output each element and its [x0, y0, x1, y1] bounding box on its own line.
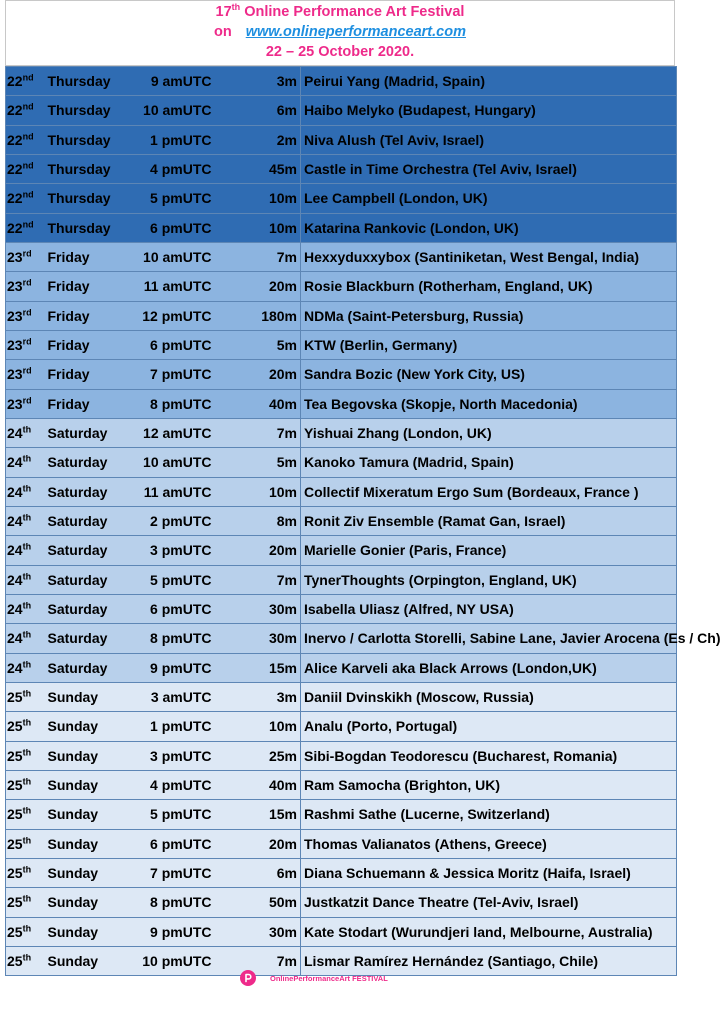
on-label: on	[214, 24, 232, 40]
schedule-row	[6, 917, 677, 946]
day-number: 24	[7, 454, 23, 471]
day-number: 24	[7, 571, 23, 588]
day-suffix: nd	[22, 189, 34, 200]
footer	[240, 968, 388, 988]
weekday-cell: Sunday	[48, 888, 140, 917]
play-p-icon	[240, 970, 256, 986]
weekday-cell: Friday	[48, 360, 140, 389]
day-suffix: rd	[22, 277, 32, 288]
schedule-row	[6, 858, 677, 887]
artist-cell: TynerThoughts (Orpington, England, UK)	[301, 565, 677, 594]
day-number: 22	[7, 161, 23, 178]
day-suffix: nd	[22, 72, 34, 83]
schedule-row	[6, 682, 677, 711]
weekday-cell: Thursday	[48, 125, 140, 154]
weekday-cell: Saturday	[48, 477, 140, 506]
artist-cell: NDMa (Saint-Petersburg, Russia)	[301, 301, 677, 330]
time-cell: 5 pmUTC	[140, 800, 218, 829]
duration-cell: 180m	[260, 301, 301, 330]
spacer-cell	[218, 154, 260, 183]
time-cell: 1 pmUTC	[140, 125, 218, 154]
time-cell: 9 pmUTC	[140, 917, 218, 946]
day-cell	[6, 213, 48, 242]
day-number: 25	[7, 835, 23, 852]
day-suffix: th	[22, 688, 32, 699]
day-cell	[6, 184, 48, 213]
day-number: 23	[7, 307, 23, 324]
day-suffix: th	[22, 776, 32, 787]
schedule-row	[6, 184, 677, 213]
weekday-cell: Thursday	[48, 96, 140, 125]
weekday-cell: Sunday	[48, 712, 140, 741]
spacer-cell	[218, 829, 260, 858]
weekday-cell: Sunday	[48, 741, 140, 770]
spacer-cell	[218, 301, 260, 330]
spacer-cell	[218, 506, 260, 535]
day-suffix: th	[22, 600, 32, 611]
duration-cell: 8m	[260, 506, 301, 535]
artist-cell: Rashmi Sathe (Lucerne, Switzerland)	[301, 800, 677, 829]
schedule-row	[6, 272, 677, 301]
time-cell: 8 pmUTC	[140, 624, 218, 653]
day-number: 22	[7, 190, 23, 207]
artist-cell: Marielle Gonier (Paris, France)	[301, 536, 677, 565]
schedule-row	[6, 800, 677, 829]
day-suffix: th	[22, 512, 32, 523]
day-cell	[6, 946, 48, 975]
schedule-row	[6, 565, 677, 594]
day-number: 24	[7, 659, 23, 676]
duration-cell: 3m	[260, 67, 301, 96]
artist-cell: Ram Samocha (Brighton, UK)	[301, 770, 677, 799]
schedule-row	[6, 888, 677, 917]
schedule-row	[6, 213, 677, 242]
day-number: 23	[7, 366, 23, 383]
weekday-cell: Saturday	[48, 653, 140, 682]
spacer-cell	[218, 653, 260, 682]
weekday-cell: Saturday	[48, 448, 140, 477]
day-suffix: th	[22, 541, 32, 552]
schedule-row	[6, 125, 677, 154]
time-cell: 5 pmUTC	[140, 565, 218, 594]
spacer-cell	[218, 242, 260, 271]
spacer-cell	[218, 741, 260, 770]
day-suffix: nd	[22, 101, 34, 112]
duration-cell: 7m	[260, 242, 301, 271]
time-cell: 4 pmUTC	[140, 154, 218, 183]
artist-cell: Sandra Bozic (New York City, US)	[301, 360, 677, 389]
day-number: 24	[7, 513, 23, 530]
duration-cell: 20m	[260, 360, 301, 389]
day-number: 24	[7, 542, 23, 559]
day-number: 23	[7, 249, 23, 266]
artist-cell: Isabella Uliasz (Alfred, NY USA)	[301, 594, 677, 623]
artist-cell: Haibo Melyko (Budapest, Hungary)	[301, 96, 677, 125]
day-cell	[6, 389, 48, 418]
artist-cell: Katarina Rankovic (London, UK)	[301, 213, 677, 242]
schedule-row	[6, 770, 677, 799]
day-suffix: th	[22, 893, 32, 904]
day-cell	[6, 741, 48, 770]
weekday-cell: Friday	[48, 301, 140, 330]
day-cell	[6, 594, 48, 623]
day-cell	[6, 917, 48, 946]
time-cell: 10 amUTC	[140, 242, 218, 271]
time-cell: 11 amUTC	[140, 272, 218, 301]
spacer-cell	[218, 858, 260, 887]
artist-cell: Kanoko Tamura (Madrid, Spain)	[301, 448, 677, 477]
spacer-cell	[218, 888, 260, 917]
time-cell: 6 pmUTC	[140, 330, 218, 359]
schedule-row	[6, 389, 677, 418]
day-number: 25	[7, 894, 23, 911]
weekday-cell: Saturday	[48, 594, 140, 623]
time-cell: 10 amUTC	[140, 96, 218, 125]
schedule-row	[6, 418, 677, 447]
weekday-cell: Sunday	[48, 829, 140, 858]
time-cell: 8 pmUTC	[140, 389, 218, 418]
duration-cell: 20m	[260, 272, 301, 301]
weekday-cell: Saturday	[48, 418, 140, 447]
website-link[interactable]: www.onlineperformanceart.com	[245, 24, 466, 40]
spacer-cell	[218, 770, 260, 799]
day-number: 25	[7, 865, 23, 882]
time-cell: 1 pmUTC	[140, 712, 218, 741]
day-suffix: nd	[22, 160, 34, 171]
website-line	[6, 22, 674, 42]
day-suffix: nd	[22, 219, 34, 230]
schedule-row	[6, 360, 677, 389]
duration-cell: 10m	[260, 184, 301, 213]
time-cell: 9 amUTC	[140, 67, 218, 96]
day-number: 25	[7, 953, 23, 969]
schedule-row	[6, 96, 677, 125]
time-cell: 12 amUTC	[140, 418, 218, 447]
time-cell: 8 pmUTC	[140, 888, 218, 917]
day-suffix: rd	[22, 336, 32, 347]
duration-cell: 2m	[260, 125, 301, 154]
duration-cell: 45m	[260, 154, 301, 183]
day-suffix: th	[22, 629, 32, 640]
day-number: 24	[7, 601, 23, 618]
day-suffix: th	[22, 424, 32, 435]
day-cell	[6, 330, 48, 359]
artist-cell: Thomas Valianatos (Athens, Greece)	[301, 829, 677, 858]
weekday-cell: Thursday	[48, 67, 140, 96]
festival-dates: 22 – 25 October 2020.	[265, 44, 415, 60]
artist-cell: Diana Schuemann & Jessica Moritz (Haifa, Israel)	[301, 858, 677, 887]
artist-cell: Yishuai Zhang (London, UK)	[301, 418, 677, 447]
duration-cell: 40m	[260, 770, 301, 799]
weekday-cell: Sunday	[48, 682, 140, 711]
time-cell: 3 pmUTC	[140, 741, 218, 770]
duration-cell: 30m	[260, 624, 301, 653]
schedule-row	[6, 242, 677, 271]
spacer-cell	[218, 213, 260, 242]
time-cell: 4 pmUTC	[140, 770, 218, 799]
artist-cell: Niva Alush (Tel Aviv, Israel)	[301, 125, 677, 154]
duration-cell: 6m	[260, 96, 301, 125]
day-number: 24	[7, 425, 23, 442]
duration-cell: 5m	[260, 448, 301, 477]
day-cell	[6, 448, 48, 477]
day-cell	[6, 418, 48, 447]
spacer-cell	[218, 272, 260, 301]
day-suffix: th	[22, 952, 32, 963]
duration-cell: 6m	[260, 858, 301, 887]
day-cell	[6, 770, 48, 799]
day-suffix: th	[22, 805, 32, 816]
day-cell	[6, 360, 48, 389]
time-cell: 5 pmUTC	[140, 184, 218, 213]
day-suffix: th	[22, 747, 32, 758]
day-number: 23	[7, 395, 23, 412]
weekday-cell: Friday	[48, 272, 140, 301]
spacer-cell	[218, 360, 260, 389]
day-number: 22	[7, 219, 23, 236]
festival-title: 17th Online Performance Art Festival	[215, 2, 465, 20]
day-number: 22	[7, 131, 23, 148]
duration-cell: 15m	[260, 653, 301, 682]
schedule-row	[6, 741, 677, 770]
weekday-cell: Sunday	[48, 858, 140, 887]
day-cell	[6, 682, 48, 711]
artist-cell: Collectif Mixeratum Ergo Sum (Bordeaux, France )	[301, 477, 677, 506]
spacer-cell	[218, 712, 260, 741]
spacer-cell	[218, 389, 260, 418]
schedule-row	[6, 67, 677, 96]
day-number: 25	[7, 806, 23, 823]
artist-cell: Ronit Ziv Ensemble (Ramat Gan, Israel)	[301, 506, 677, 535]
day-suffix: th	[22, 483, 32, 494]
duration-cell: 5m	[260, 330, 301, 359]
day-number: 23	[7, 337, 23, 354]
spacer-cell	[218, 536, 260, 565]
artist-cell: Daniil Dvinskikh (Moscow, Russia)	[301, 682, 677, 711]
time-cell: 6 pmUTC	[140, 213, 218, 242]
artist-cell: KTW (Berlin, Germany)	[301, 330, 677, 359]
duration-cell: 10m	[260, 213, 301, 242]
spacer-cell	[218, 917, 260, 946]
day-cell	[6, 272, 48, 301]
spacer-cell	[218, 624, 260, 653]
day-cell	[6, 96, 48, 125]
schedule-row	[6, 594, 677, 623]
artist-cell: Tea Begovska (Skopje, North Macedonia)	[301, 389, 677, 418]
spacer-cell	[218, 67, 260, 96]
festival-header	[5, 0, 675, 66]
duration-cell: 10m	[260, 477, 301, 506]
day-suffix: th	[22, 923, 32, 934]
weekday-cell: Sunday	[48, 800, 140, 829]
day-cell	[6, 477, 48, 506]
day-cell	[6, 506, 48, 535]
time-cell: 10 amUTC	[140, 448, 218, 477]
day-number: 22	[7, 102, 23, 119]
spacer-cell	[218, 96, 260, 125]
schedule-row	[6, 624, 677, 653]
weekday-cell: Friday	[48, 389, 140, 418]
day-cell	[6, 154, 48, 183]
schedule-row	[6, 154, 677, 183]
duration-cell: 10m	[260, 712, 301, 741]
artist-cell: Peirui Yang (Madrid, Spain)	[301, 67, 677, 96]
spacer-cell	[218, 682, 260, 711]
day-suffix: th	[22, 453, 32, 464]
weekday-cell: Thursday	[48, 154, 140, 183]
schedule-row	[6, 653, 677, 682]
day-suffix: th	[22, 571, 32, 582]
day-cell	[6, 536, 48, 565]
day-number: 25	[7, 747, 23, 764]
day-cell	[6, 888, 48, 917]
time-cell: 11 amUTC	[140, 477, 218, 506]
day-number: 23	[7, 278, 23, 295]
spacer-cell	[218, 330, 260, 359]
day-number: 25	[7, 718, 23, 735]
weekday-cell: Saturday	[48, 536, 140, 565]
day-number: 24	[7, 630, 23, 647]
day-cell	[6, 653, 48, 682]
schedule-row	[6, 712, 677, 741]
spacer-cell	[218, 184, 260, 213]
day-suffix: th	[22, 864, 32, 875]
duration-cell: 20m	[260, 536, 301, 565]
day-cell	[6, 565, 48, 594]
weekday-cell: Sunday	[48, 946, 140, 975]
spacer-cell	[218, 448, 260, 477]
duration-cell: 7m	[260, 418, 301, 447]
time-cell: 3 pmUTC	[140, 536, 218, 565]
schedule-row	[6, 301, 677, 330]
artist-cell: Lismar Ramírez Hernández (Santiago, Chile)	[301, 946, 677, 975]
day-number: 22	[7, 73, 23, 90]
spacer-cell	[218, 594, 260, 623]
day-suffix: rd	[22, 395, 32, 406]
spacer-cell	[218, 565, 260, 594]
duration-cell: 7m	[260, 565, 301, 594]
duration-cell: 20m	[260, 829, 301, 858]
artist-cell: Hexxyduxxybox (Santiniketan, West Bengal, India)	[301, 242, 677, 271]
artist-cell: Kate Stodart (Wurundjeri land, Melbourne, Australia)	[301, 917, 677, 946]
day-cell	[6, 67, 48, 96]
time-cell: 7 pmUTC	[140, 360, 218, 389]
schedule-row	[6, 330, 677, 359]
schedule-row	[6, 536, 677, 565]
duration-cell: 30m	[260, 917, 301, 946]
weekday-cell: Sunday	[48, 917, 140, 946]
day-cell	[6, 712, 48, 741]
day-suffix: th	[22, 835, 32, 846]
day-cell	[6, 242, 48, 271]
weekday-cell: Friday	[48, 330, 140, 359]
day-suffix: rd	[22, 248, 32, 259]
time-cell: 7 pmUTC	[140, 858, 218, 887]
artist-cell: Alice Karveli aka Black Arrows (London,UK)	[301, 653, 677, 682]
weekday-cell: Thursday	[48, 213, 140, 242]
spacer-cell	[218, 418, 260, 447]
time-cell: 10 pmUTC	[140, 946, 218, 975]
spacer-cell	[218, 125, 260, 154]
weekday-cell: Saturday	[48, 506, 140, 535]
day-cell	[6, 125, 48, 154]
artist-cell: Sibi-Bogdan Teodorescu (Bucharest, Romania)	[301, 741, 677, 770]
time-cell: 6 pmUTC	[140, 829, 218, 858]
weekday-cell: Saturday	[48, 565, 140, 594]
day-cell	[6, 858, 48, 887]
artist-cell: Inervo / Carlotta Storelli, Sabine Lane, Javier Arocena (Es / Ch)	[301, 624, 677, 653]
schedule-row	[6, 448, 677, 477]
schedule-row	[6, 506, 677, 535]
duration-cell: 25m	[260, 741, 301, 770]
artist-cell: Analu (Porto, Portugal)	[301, 712, 677, 741]
schedule-row	[6, 477, 677, 506]
spacer-cell	[218, 800, 260, 829]
day-suffix: th	[22, 659, 32, 670]
weekday-cell: Friday	[48, 242, 140, 271]
artist-cell: Castle in Time Orchestra (Tel Aviv, Israel)	[301, 154, 677, 183]
weekday-cell: Sunday	[48, 770, 140, 799]
schedule-table	[5, 66, 721, 976]
day-cell	[6, 829, 48, 858]
artist-cell: Lee Campbell (London, UK)	[301, 184, 677, 213]
day-cell	[6, 301, 48, 330]
day-number: 24	[7, 483, 23, 500]
day-number: 25	[7, 923, 23, 940]
weekday-cell: Saturday	[48, 624, 140, 653]
duration-cell: 50m	[260, 888, 301, 917]
weekday-cell: Thursday	[48, 184, 140, 213]
time-cell: 6 pmUTC	[140, 594, 218, 623]
day-suffix: th	[22, 717, 32, 728]
time-cell: 9 pmUTC	[140, 653, 218, 682]
day-cell	[6, 624, 48, 653]
schedule-row	[6, 829, 677, 858]
day-suffix: rd	[22, 307, 32, 318]
day-suffix: nd	[22, 131, 34, 142]
duration-cell: 15m	[260, 800, 301, 829]
artist-cell: Justkatzit Dance Theatre (Tel-Aviv, Israel)	[301, 888, 677, 917]
time-cell: 12 pmUTC	[140, 301, 218, 330]
day-cell	[6, 800, 48, 829]
duration-cell: 40m	[260, 389, 301, 418]
day-suffix: rd	[22, 365, 32, 376]
spacer-cell	[218, 477, 260, 506]
time-cell: 3 amUTC	[140, 682, 218, 711]
day-number: 25	[7, 689, 23, 706]
duration-cell: 7m	[260, 946, 301, 975]
time-cell: 2 pmUTC	[140, 506, 218, 535]
artist-cell: Rosie Blackburn (Rotherham, England, UK)	[301, 272, 677, 301]
footer-brand: OnlinePerformanceArt FESTIVAL	[270, 973, 388, 983]
day-number: 25	[7, 777, 23, 794]
duration-cell: 30m	[260, 594, 301, 623]
duration-cell: 3m	[260, 682, 301, 711]
